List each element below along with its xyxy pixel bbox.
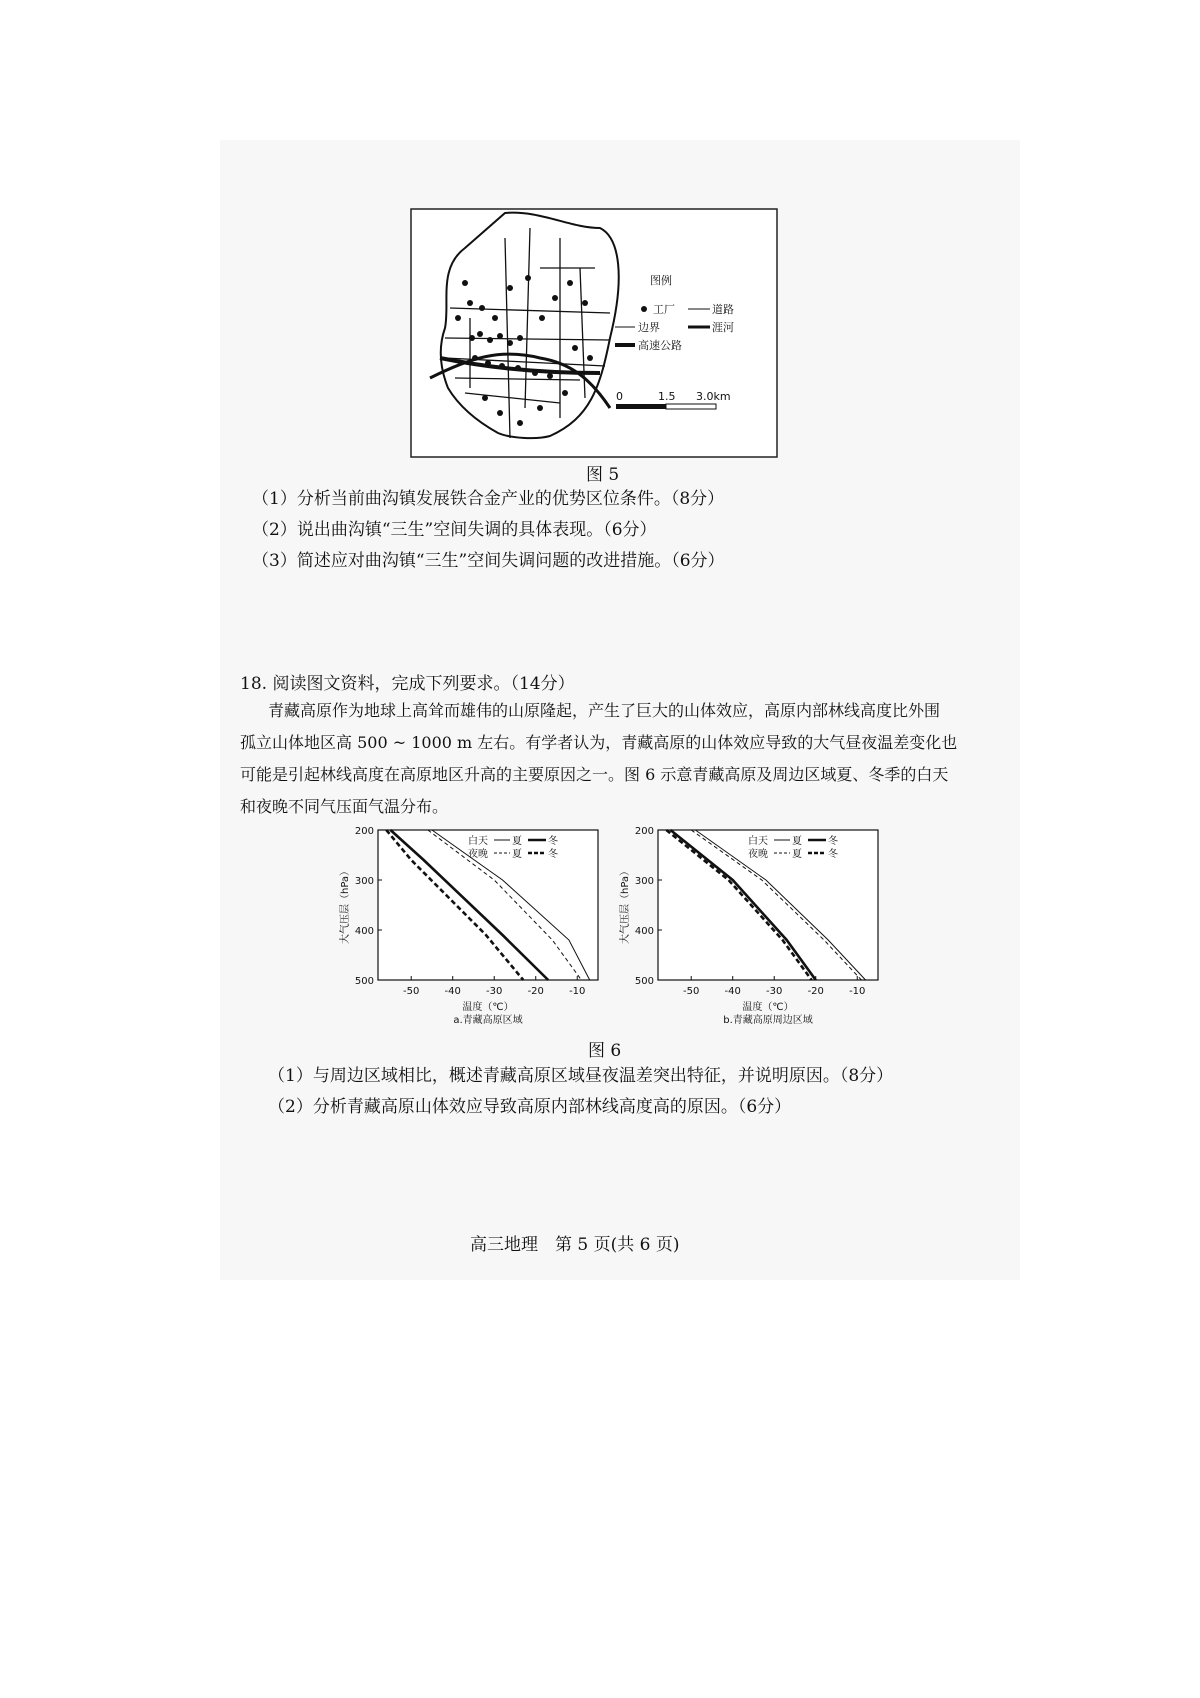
- x-tick-label: -20: [807, 986, 824, 997]
- y-tick-label: 200: [354, 826, 374, 837]
- q17-part2: （2）说出曲沟镇“三生”空间失调的具体表现。（6分）: [252, 520, 657, 540]
- x-axis-label: 温度（℃）: [742, 1002, 794, 1013]
- chart-subtitle: a.青藏高原区域: [453, 1015, 523, 1026]
- legend-night: 夜晚: [468, 849, 488, 860]
- legend-summer: 夏: [792, 849, 802, 860]
- q18-header: 18. 阅读图文资料，完成下列要求。（14分）: [240, 674, 575, 694]
- legend-road: 道路: [712, 303, 734, 316]
- x-tick-label: -20: [527, 986, 544, 997]
- figure-6b-chart: [610, 820, 890, 1035]
- scale-0: 0: [616, 390, 623, 403]
- x-tick-label: -10: [569, 986, 586, 997]
- plot-frame: [378, 830, 598, 980]
- x-tick-label: -40: [444, 986, 461, 997]
- legend-winter: 冬: [828, 849, 838, 860]
- legend-winter: 冬: [548, 849, 558, 860]
- scale-3km: 3.0km: [696, 390, 731, 403]
- q17-part3: （3）简述应对曲沟镇“三生”空间失调问题的改进措施。（6分）: [252, 551, 725, 571]
- y-axis-label: 大气压层（hPa）: [620, 865, 631, 945]
- scale-1-5: 1.5: [658, 390, 676, 403]
- q18-para-line4: 和夜晚不同气压面气温分布。: [240, 797, 449, 816]
- chart-subtitle: b.青藏高原周边区域: [723, 1015, 813, 1026]
- legend-winter: 冬: [548, 836, 558, 847]
- x-axis-label: 温度（℃）: [462, 1002, 514, 1013]
- legend-boundary: 边界: [638, 321, 660, 334]
- y-axis-label: 大气压层（hPa）: [340, 865, 351, 945]
- legend-title: 图例: [650, 274, 672, 287]
- y-tick-label: 300: [634, 876, 654, 887]
- legend-night: 夜晚: [748, 849, 768, 860]
- figure-5-map: [410, 208, 778, 458]
- q18-para-line2: 孤立山体地区高 500 ~ 1000 m 左右。有学者认为，青藏高原的山体效应导致的大气昼夜温差变化也: [240, 733, 958, 752]
- page-footer: 高三地理 第 5 页(共 6 页): [470, 1235, 680, 1255]
- figure-6-caption: 图 6: [588, 1041, 622, 1061]
- legend-summer: 夏: [512, 849, 522, 860]
- q18-para-line1: 青藏高原作为地球上高耸而雄伟的山原隆起，产生了巨大的山体效应，高原内部林线高度比外围: [268, 701, 941, 720]
- x-tick-label: -30: [486, 986, 503, 997]
- y-tick-label: 300: [354, 876, 374, 887]
- y-tick-label: 500: [634, 976, 654, 987]
- x-tick-label: -10: [849, 986, 866, 997]
- y-tick-label: 400: [634, 926, 654, 937]
- y-tick-label: 400: [354, 926, 374, 937]
- legend-summer: 夏: [792, 836, 802, 847]
- x-tick-label: -40: [724, 986, 741, 997]
- legend-day: 白天: [748, 836, 768, 847]
- legend-factory: 工厂: [653, 303, 675, 316]
- legend-winter: 冬: [828, 836, 838, 847]
- y-tick-label: 500: [354, 976, 374, 987]
- figure-5-caption: 图 5: [586, 465, 620, 485]
- y-tick-label: 200: [634, 826, 654, 837]
- q18-para-line3: 可能是引起林线高度在高原地区升高的主要原因之一。图 6 示意青藏高原及周边区域夏、冬季的白天: [240, 765, 949, 784]
- figure-6a-chart: [330, 820, 610, 1035]
- q18-part1: （1）与周边区域相比，概述青藏高原区域昼夜温差突出特征，并说明原因。（8分）: [268, 1066, 894, 1086]
- legend-highway: 高速公路: [638, 339, 682, 352]
- x-tick-label: -30: [766, 986, 783, 997]
- legend-day: 白天: [468, 836, 488, 847]
- x-tick-label: -50: [683, 986, 700, 997]
- legend-summer: 夏: [512, 836, 522, 847]
- x-tick-label: -50: [403, 986, 420, 997]
- legend-river: 涯河: [712, 321, 734, 334]
- q17-part1: （1）分析当前曲沟镇发展铁合金产业的优势区位条件。（8分）: [252, 489, 725, 509]
- q18-part2: （2）分析青藏高原山体效应导致高原内部林线高度高的原因。（6分）: [268, 1097, 792, 1117]
